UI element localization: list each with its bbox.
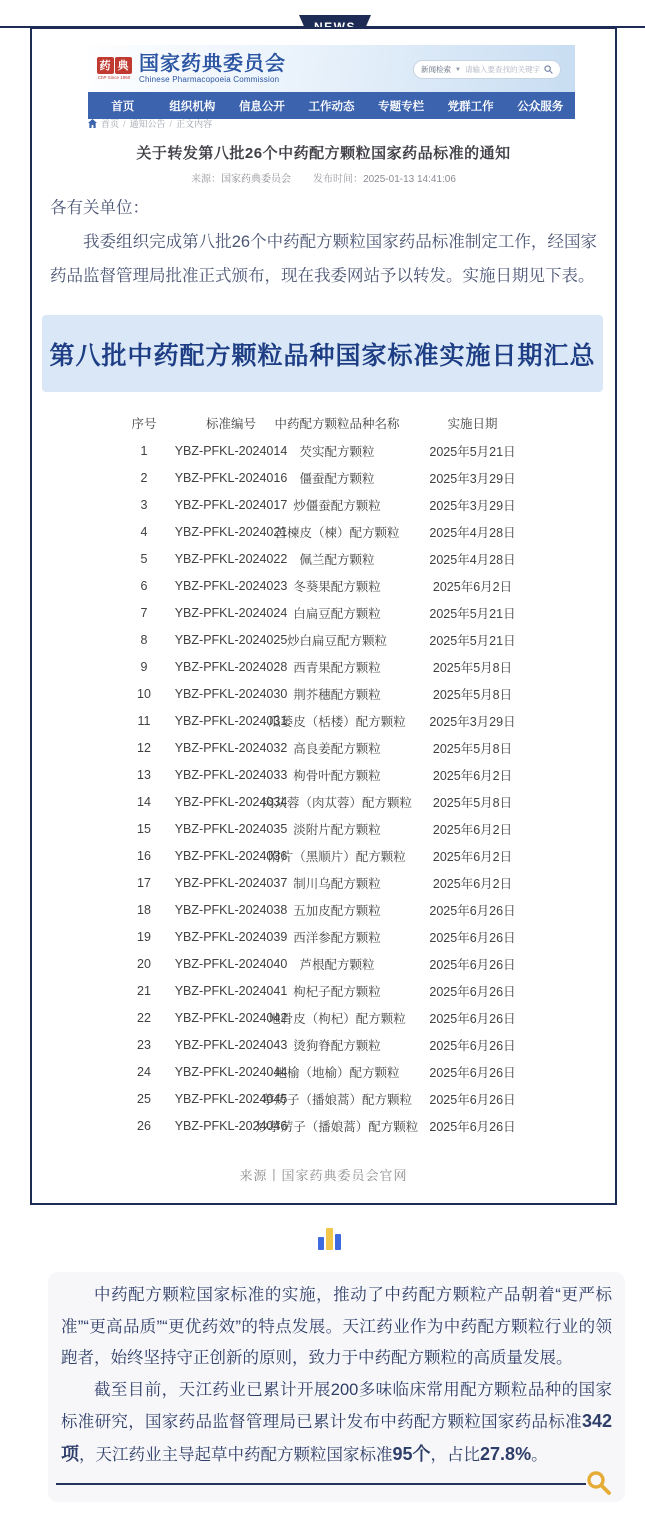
table-cell: 3 (140, 497, 148, 512)
table-cell: 26 (137, 1118, 151, 1133)
breadcrumb-item: 正文内容 (176, 119, 213, 129)
table-cell: YBZ-PFKL-2024028 (174, 659, 288, 674)
table-row (100, 842, 545, 869)
table-row (100, 869, 545, 896)
table-cell: 葶苈子（播娘蒿）配方颗粒 (262, 1092, 413, 1107)
table-row (100, 626, 545, 653)
main-nav (88, 92, 575, 119)
breadcrumb-separator: / (123, 118, 126, 129)
breadcrumb (88, 117, 212, 130)
search-box[interactable] (413, 60, 561, 79)
table-cell: 佩兰配方颗粒 (299, 552, 375, 567)
table-cell: YBZ-PFKL-2024045 (174, 1091, 288, 1106)
nav-item[interactable]: 首页 (111, 100, 135, 113)
table-row (100, 923, 545, 950)
standards-table (100, 409, 545, 1139)
table-cell: YBZ-PFKL-2024024 (174, 605, 288, 620)
table-cell: 5 (140, 551, 148, 566)
site-header (88, 45, 575, 92)
table-cell: 荆芥穗配方颗粒 (293, 687, 381, 702)
table-cell: 2025年4月28日 (429, 552, 516, 567)
home-icon (88, 119, 97, 128)
table-cell: 6 (140, 578, 148, 593)
text-segment: ，天江药业主导起草中药配方颗粒国家标准 (79, 1445, 393, 1464)
search-input[interactable]: 请输入要查找的关键字 (465, 65, 540, 74)
table-row (100, 896, 545, 923)
table-cell: 2025年4月28日 (429, 525, 516, 540)
table-cell: 2025年3月29日 (429, 714, 516, 729)
table-cell: 五加皮配方颗粒 (293, 903, 381, 918)
table-cell: 芡实配方颗粒 (299, 444, 375, 459)
table-row (100, 1112, 545, 1139)
table-cell: 2025年6月26日 (429, 1119, 516, 1134)
seal-char: 典 (115, 57, 132, 74)
chevron-down-icon[interactable]: ▼ (455, 66, 461, 73)
table-cell: 2025年6月2日 (432, 876, 513, 891)
table-cell: 2025年6月2日 (432, 849, 513, 864)
breadcrumb-separator: / (169, 118, 173, 129)
article-title: 关于转发第八批26个中药配方颗粒国家药品标准的通知 (136, 145, 511, 162)
table-header-cell: 中药配方颗粒品种名称 (274, 417, 400, 431)
article-source: 来源丨国家药典委员会官网 (239, 1168, 408, 1183)
summary-banner: 第八批中药配方颗粒品种国家标准实施日期汇总 (42, 315, 603, 392)
table-cell: 16 (137, 848, 151, 863)
table-cell: 19 (137, 929, 151, 944)
table-row (100, 761, 545, 788)
table-cell: 西青果配方颗粒 (293, 660, 381, 675)
table-row (100, 815, 545, 842)
table-cell: YBZ-PFKL-2024039 (174, 929, 288, 944)
table-cell: 25 (137, 1091, 151, 1106)
text-segment: ，占比 (430, 1445, 481, 1464)
table-header-cell: 实施日期 (447, 417, 498, 431)
highlight-number: 27.8% (480, 1443, 532, 1464)
table-cell: 僵蚕配方颗粒 (299, 471, 375, 486)
table-cell: 枸杞子配方颗粒 (293, 984, 381, 999)
table-cell: 2025年6月26日 (429, 984, 516, 999)
table-cell: 附片（黑顺片）配方颗粒 (268, 849, 406, 864)
table-cell: 地榆（地榆）配方颗粒 (274, 1065, 400, 1080)
nav-item[interactable]: 党群工作 (447, 100, 494, 113)
table-cell: 2025年6月26日 (429, 1011, 516, 1026)
table-cell: 2025年6月26日 (429, 1065, 516, 1080)
table-cell: YBZ-PFKL-2024031 (174, 713, 288, 728)
table-cell: 20 (137, 956, 151, 971)
table-cell: YBZ-PFKL-2024025 (174, 632, 288, 647)
table-cell: YBZ-PFKL-2024022 (174, 551, 288, 566)
table-row (100, 1058, 545, 1085)
table-cell: YBZ-PFKL-2024046 (174, 1118, 288, 1133)
table-row (100, 464, 545, 491)
text-segment: 中药配方颗粒国家标准的实施，推动了中药配方颗粒产品朝着“更严标准”“更高品质”“更优药效”的特点发展。天江药业作为中药配方颗粒行业的领跑者，始终坚持守正创新的原则，致力于中药配方颗粒的高质量发展。 (61, 1286, 612, 1367)
publish-time: 2025-01-13 14:41:06 (363, 174, 456, 185)
table-cell: 24 (137, 1064, 151, 1079)
text-segment: 截至目前，天江药业已累计开展200多味临床常用配方颗粒品种的国家标准研究，国家药品监督管理局已累计发布中药配方颗粒国家药品标准 (61, 1380, 612, 1431)
table-cell: 肉苁蓉（肉苁蓉）配方颗粒 (262, 795, 413, 810)
table-cell: YBZ-PFKL-2024016 (174, 470, 288, 485)
table-cell: YBZ-PFKL-2024023 (174, 578, 288, 593)
table-cell: 12 (137, 740, 151, 755)
table-cell: 白扁豆配方颗粒 (293, 606, 381, 621)
table-cell: YBZ-PFKL-2024040 (174, 956, 288, 971)
table-cell: 17 (137, 875, 151, 890)
body-paragraph: 我委组织完成第八批26个中药配方颗粒国家药品标准制定工作，经国家药品监督管理局批准正式颁布，现在我委网站予以转发。实施日期见下表。 (50, 233, 597, 285)
commentary-card (48, 1272, 625, 1502)
breadcrumb-item[interactable]: 首页 (101, 119, 120, 129)
table-cell: 13 (137, 767, 151, 782)
source-label: 来源： (191, 174, 222, 185)
table-row (100, 545, 545, 572)
table-row (100, 437, 545, 464)
table-cell: 21 (137, 983, 151, 998)
table-cell: 2025年5月8日 (432, 795, 513, 810)
org-name-en: Chinese Pharmacopoeia Commission (139, 75, 280, 84)
table-cell: 淡附片配方颗粒 (293, 822, 381, 837)
table-cell: 18 (137, 902, 151, 917)
table-cell: 2025年6月2日 (432, 768, 513, 783)
table-row (100, 653, 545, 680)
table-cell: 2025年5月8日 (432, 687, 513, 702)
seal-logo-icon (96, 57, 132, 81)
highlight-number: 95个 (392, 1443, 431, 1464)
nav-item[interactable]: 工作动态 (308, 100, 355, 113)
table-cell: 2025年6月26日 (429, 930, 516, 945)
article-body (50, 191, 597, 293)
table-cell: 2025年6月26日 (429, 1038, 516, 1053)
nav-item[interactable]: 信息公开 (238, 100, 285, 113)
breadcrumb-item[interactable]: 通知公告 (129, 119, 166, 129)
table-cell: 苦楝皮（楝）配方颗粒 (274, 525, 400, 540)
magnifier-icon (586, 1470, 613, 1497)
table-cell: YBZ-PFKL-2024042 (174, 1010, 288, 1025)
table-cell: YBZ-PFKL-2024017 (174, 497, 288, 512)
table-cell: YBZ-PFKL-2024038 (174, 902, 288, 917)
end-divider-line (56, 1483, 586, 1485)
table-row (100, 491, 545, 518)
table-cell: 4 (140, 524, 148, 539)
commentary-paragraph-1 (61, 1280, 612, 1375)
table-cell: 枸骨叶配方颗粒 (293, 768, 381, 783)
table-row (100, 788, 545, 815)
table-row (100, 680, 545, 707)
text-segment: 。 (531, 1445, 548, 1464)
salutation: 各有关单位： (50, 199, 149, 217)
table-cell: 瓜蒌皮（栝楼）配方颗粒 (268, 714, 406, 729)
table-cell: 芦根配方颗粒 (299, 957, 375, 972)
table-cell: 2025年6月26日 (429, 1092, 516, 1107)
table-cell: YBZ-PFKL-2024034 (174, 794, 288, 809)
table-cell: 2025年6月26日 (429, 957, 516, 972)
table-cell: 11 (137, 713, 151, 728)
table-cell: 2025年6月26日 (429, 903, 516, 918)
table-cell: 2025年6月2日 (432, 822, 513, 837)
table-cell: 2025年3月29日 (429, 471, 516, 486)
table-cell: 23 (137, 1037, 151, 1052)
seal-caption: ChP Since 1950 (97, 74, 131, 81)
nav-item[interactable]: 专题专栏 (378, 100, 425, 113)
table-row (100, 599, 545, 626)
table-cell: 炒僵蚕配方颗粒 (293, 498, 381, 513)
table-cell: 10 (137, 686, 151, 701)
table-row (100, 1031, 545, 1058)
notice-card (30, 27, 617, 1205)
bar-chart-icon (318, 1226, 341, 1250)
table-cell: YBZ-PFKL-2024033 (174, 767, 288, 782)
table-cell: 8 (140, 632, 148, 647)
table-header-row (100, 409, 545, 437)
table-row (100, 977, 545, 1004)
table-row (100, 1004, 545, 1031)
table-cell: 2025年5月21日 (429, 606, 516, 621)
site-logo[interactable] (96, 53, 286, 84)
table-cell: 烫狗脊配方颗粒 (293, 1038, 381, 1053)
table-cell: 2025年3月29日 (429, 498, 516, 513)
nav-item[interactable]: 公众服务 (517, 100, 564, 113)
highlight-number: 342项 (61, 1411, 612, 1464)
table-cell: 14 (137, 794, 151, 809)
search-category-select[interactable]: 新闻检索 (421, 65, 452, 74)
table-cell: 2025年5月21日 (429, 444, 516, 459)
commentary-paragraph-2 (61, 1375, 612, 1472)
table-row (100, 950, 545, 977)
table-cell: YBZ-PFKL-2024014 (174, 443, 288, 458)
source-value: 国家药典委员会 (221, 174, 292, 185)
table-cell: 地骨皮（枸杞）配方颗粒 (268, 1011, 406, 1026)
table-cell: YBZ-PFKL-2024035 (174, 821, 288, 836)
search-icon[interactable] (544, 65, 553, 74)
table-cell: 炒白扁豆配方颗粒 (286, 633, 387, 648)
table-cell: YBZ-PFKL-2024021 (174, 524, 288, 539)
table-cell: 炒葶苈子（播娘蒿）配方颗粒 (255, 1119, 419, 1134)
table-cell: 西洋参配方颗粒 (293, 930, 381, 945)
table-row (100, 572, 545, 599)
table-cell: YBZ-PFKL-2024030 (174, 686, 288, 701)
article-meta (32, 170, 615, 185)
table-cell: 高良姜配方颗粒 (293, 741, 381, 756)
table-row (100, 707, 545, 734)
table-row (100, 518, 545, 545)
table-cell: YBZ-PFKL-2024036 (174, 848, 288, 863)
nav-item[interactable]: 组织机构 (169, 100, 216, 113)
table-cell: YBZ-PFKL-2024037 (174, 875, 288, 890)
table-cell: 2025年5月8日 (432, 741, 513, 756)
table-cell: YBZ-PFKL-2024041 (174, 983, 288, 998)
table-cell: 2 (140, 470, 148, 485)
table-cell: 制川乌配方颗粒 (293, 876, 381, 891)
table-row (100, 1085, 545, 1112)
table-cell: YBZ-PFKL-2024032 (174, 740, 288, 755)
table-cell: 7 (140, 605, 148, 620)
table-cell: 2025年5月8日 (432, 660, 513, 675)
table-cell: 2025年5月21日 (429, 633, 516, 648)
table-header-cell: 标准编号 (205, 417, 256, 431)
table-header-cell: 序号 (131, 417, 157, 431)
table-cell: 22 (137, 1010, 151, 1025)
table-cell: 1 (140, 443, 148, 458)
table-cell: 15 (137, 821, 151, 836)
table-cell: 2025年6月2日 (432, 579, 513, 594)
seal-char: 药 (97, 57, 114, 74)
table-cell: YBZ-PFKL-2024044 (174, 1064, 288, 1079)
table-cell: YBZ-PFKL-2024043 (174, 1037, 288, 1052)
table-row (100, 734, 545, 761)
table-cell: 冬葵果配方颗粒 (293, 579, 381, 594)
org-name-cn: 国家药典委员会 (139, 53, 287, 75)
table-cell: 9 (140, 659, 148, 674)
publish-label: 发布时间： (313, 174, 364, 185)
